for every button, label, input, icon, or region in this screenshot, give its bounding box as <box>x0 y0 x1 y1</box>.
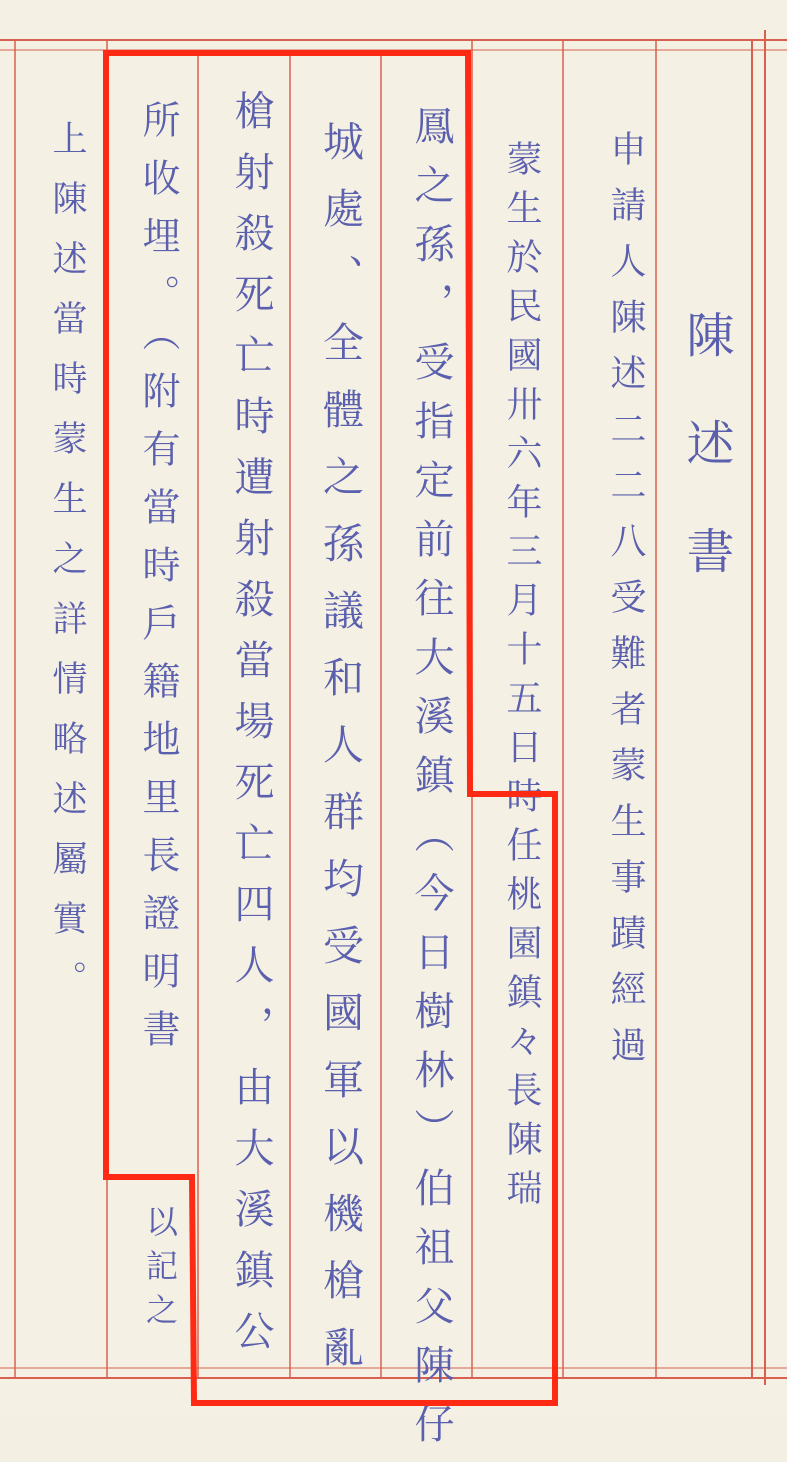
text-column-5: 槍射殺死亡時遭射殺當場死亡四人，由大溪鎮公 <box>228 90 274 1371</box>
text-column-2: 蒙生於民國卅六年三月十五日時任桃園鎮々長陳瑞 <box>501 140 542 1218</box>
text-column-3: 鳳之孫，受指定前往大溪鎮（今日樹林）伯祖父陳仔 <box>408 105 454 1462</box>
document-title: 陳述書 <box>678 310 734 634</box>
text-column-4: 城處、全體之孫議和人群均受國軍以機槍亂 <box>316 120 364 1393</box>
text-column-8: 上陳述當時蒙生之詳情略述屬實。 <box>47 120 87 1020</box>
text-column-6: 所收埋。（附有當時戶籍地里長證明書 <box>136 100 180 1067</box>
text-column-1: 申請人陳述二二八受難者蒙生事蹟經過 <box>605 130 646 1082</box>
text-column-7: 以記之 <box>141 1205 179 1337</box>
